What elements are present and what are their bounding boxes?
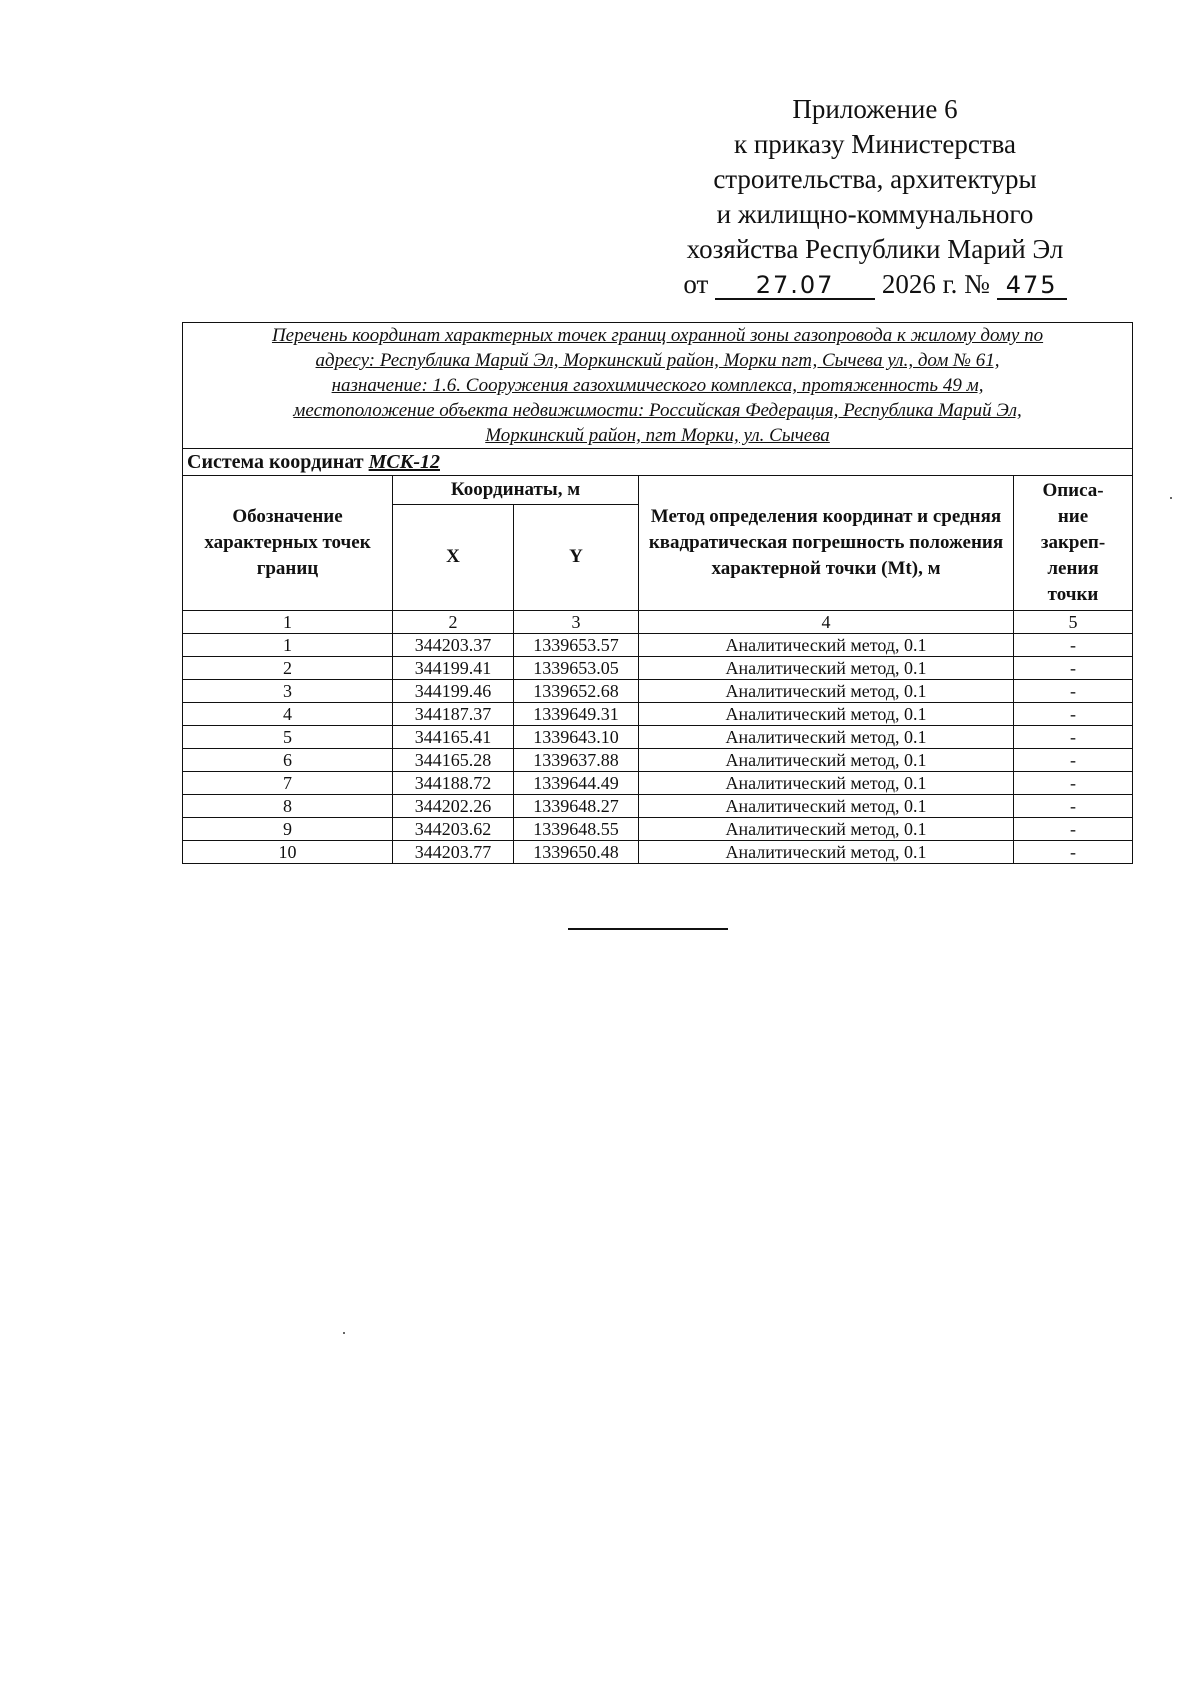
point-description: - xyxy=(1014,726,1133,749)
column-number: 5 xyxy=(1014,611,1133,634)
handwritten-date: 27.07 xyxy=(715,272,875,300)
point-number: 8 xyxy=(183,795,393,818)
point-method: Аналитический метод, 0.1 xyxy=(639,818,1014,841)
header-y: Y xyxy=(514,504,639,610)
header-coordinates: Координаты, м xyxy=(393,476,639,505)
scan-speck xyxy=(343,1332,345,1334)
point-number: 3 xyxy=(183,680,393,703)
header-description-line: ние xyxy=(1057,506,1089,527)
coordinate-system-row xyxy=(183,449,1133,476)
header-method: Метод определения координат и средняя квадратическая погрешность положения характерной точки (Mt), м xyxy=(639,476,1014,611)
point-description: - xyxy=(1014,634,1133,657)
point-description: - xyxy=(1014,772,1133,795)
point-description: - xyxy=(1014,818,1133,841)
point-x: 344203.62 xyxy=(393,818,514,841)
column-number: 2 xyxy=(393,611,514,634)
point-y: 1339643.10 xyxy=(514,726,639,749)
point-method: Аналитический метод, 0.1 xyxy=(639,680,1014,703)
point-y: 1339653.05 xyxy=(514,657,639,680)
point-description: - xyxy=(1014,657,1133,680)
point-y: 1339648.27 xyxy=(514,795,639,818)
table-row xyxy=(183,680,1133,703)
ministry-name-line-2: и жилищно-коммунального xyxy=(716,199,1034,229)
order-year-text: 2026 г. № xyxy=(881,269,990,299)
appendix-title: Приложение 6 xyxy=(792,94,958,124)
point-description: - xyxy=(1014,703,1133,726)
point-x: 344202.26 xyxy=(393,795,514,818)
point-number: 9 xyxy=(183,818,393,841)
table-row xyxy=(183,795,1133,818)
point-number: 6 xyxy=(183,749,393,772)
column-number: 1 xyxy=(183,611,393,634)
header-description-line: точки xyxy=(1047,584,1099,605)
point-number: 2 xyxy=(183,657,393,680)
table-row xyxy=(183,634,1133,657)
point-x: 344187.37 xyxy=(393,703,514,726)
order-date-line xyxy=(640,267,1110,302)
point-y: 1339644.49 xyxy=(514,772,639,795)
table-row xyxy=(183,749,1133,772)
point-x: 344188.72 xyxy=(393,772,514,795)
handwritten-order-number: 475 xyxy=(997,272,1067,300)
point-x: 344203.37 xyxy=(393,634,514,657)
date-prefix: от xyxy=(683,269,709,299)
point-method: Аналитический метод, 0.1 xyxy=(639,841,1014,864)
point-x: 344165.41 xyxy=(393,726,514,749)
title-line: назначение: 1.6. Сооружения газохимического комплекса, протяженность 49 м, xyxy=(331,375,984,396)
point-y: 1339653.57 xyxy=(514,634,639,657)
point-method: Аналитический метод, 0.1 xyxy=(639,657,1014,680)
point-x: 344165.28 xyxy=(393,749,514,772)
point-number: 7 xyxy=(183,772,393,795)
end-of-document-rule xyxy=(568,928,728,930)
title-line: Перечень координат характерных точек границ охранной зоны газопровода к жилому дому по xyxy=(271,325,1044,346)
point-method: Аналитический метод, 0.1 xyxy=(639,772,1014,795)
table-title xyxy=(183,323,1133,449)
ministry-name-line-3: хозяйства Республики Марий Эл xyxy=(686,234,1064,264)
coordinate-system xyxy=(183,449,1133,476)
point-number: 4 xyxy=(183,703,393,726)
point-description: - xyxy=(1014,841,1133,864)
table-row xyxy=(183,726,1133,749)
coordinate-system-label: Система координат xyxy=(187,450,364,473)
point-description: - xyxy=(1014,680,1133,703)
appendix-heading xyxy=(640,92,1110,302)
title-line: адресу: Республика Марий Эл, Моркинский район, Морки пгт, Сычева ул., дом № 61, xyxy=(315,350,1000,371)
title-line: местоположение объекта недвижимости: Российская Федерация, Республика Марий Эл, xyxy=(293,400,1022,421)
scan-speck xyxy=(1170,497,1172,499)
point-method: Аналитический метод, 0.1 xyxy=(639,749,1014,772)
point-method: Аналитический метод, 0.1 xyxy=(639,703,1014,726)
point-number: 1 xyxy=(183,634,393,657)
point-y: 1339649.31 xyxy=(514,703,639,726)
point-x: 344199.41 xyxy=(393,657,514,680)
coordinates-table xyxy=(182,322,1133,864)
point-method: Аналитический метод, 0.1 xyxy=(639,726,1014,749)
point-method: Аналитический метод, 0.1 xyxy=(639,795,1014,818)
ministry-name-line-1: строительства, архитектуры xyxy=(713,164,1037,194)
point-method: Аналитический метод, 0.1 xyxy=(639,634,1014,657)
point-x: 344203.77 xyxy=(393,841,514,864)
header-description-line: Описа- xyxy=(1042,480,1104,501)
point-y: 1339650.48 xyxy=(514,841,639,864)
table-row xyxy=(183,772,1133,795)
table-row xyxy=(183,818,1133,841)
header-row-1 xyxy=(183,476,1133,505)
order-reference-line: к приказу Министерства xyxy=(733,129,1017,159)
header-description xyxy=(1014,476,1133,611)
point-description: - xyxy=(1014,795,1133,818)
table-row xyxy=(183,657,1133,680)
coordinate-system-value: МСК-12 xyxy=(368,450,440,473)
column-number: 3 xyxy=(514,611,639,634)
point-y: 1339637.88 xyxy=(514,749,639,772)
column-number-row xyxy=(183,611,1133,634)
table-row xyxy=(183,703,1133,726)
header-description-line: закреп- xyxy=(1040,532,1106,553)
point-description: - xyxy=(1014,749,1133,772)
column-number: 4 xyxy=(639,611,1014,634)
point-y: 1339652.68 xyxy=(514,680,639,703)
table-title-row xyxy=(183,323,1133,449)
point-x: 344199.46 xyxy=(393,680,514,703)
header-description-line: ления xyxy=(1047,558,1099,579)
point-number: 5 xyxy=(183,726,393,749)
header-x: X xyxy=(393,504,514,610)
header-designation: Обозначение характерных точек границ xyxy=(183,476,393,611)
table-row xyxy=(183,841,1133,864)
point-number: 10 xyxy=(183,841,393,864)
point-y: 1339648.55 xyxy=(514,818,639,841)
title-line: Моркинский район, пгт Морки, ул. Сычева xyxy=(485,425,830,446)
